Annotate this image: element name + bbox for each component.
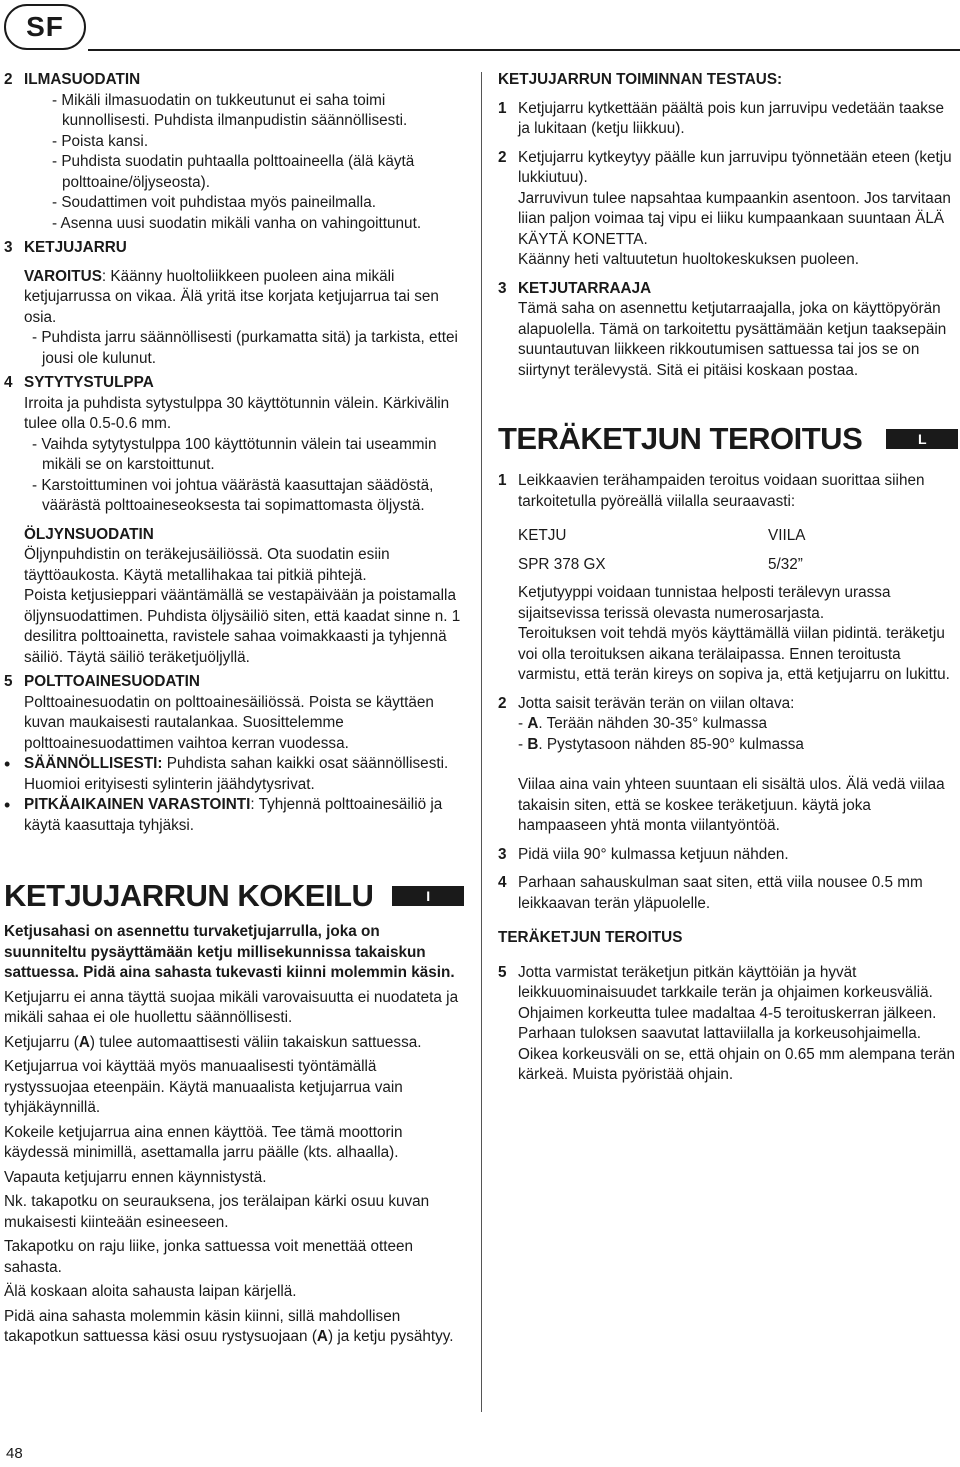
page-number: 48	[6, 1445, 23, 1462]
text-line: - Karstoittuminen voi johtua väärästä kaasuttajan säädöstä, väärästä polttoaineseoksesta tai sopimattomasta öljystä.	[32, 476, 434, 514]
list-item	[498, 873, 958, 914]
header-rule	[88, 49, 960, 51]
text-line: Poista ketjusieppari vääntämällä se vestapäivään ja poistamalla öljynsuodattimen. Puhdista öljysäiliö siten, että kaadat sinne n. 1 desilitra polttoainetta, ravistele sahaa voimakkaasti ja tyhjennä säiliö. Täytä säiliö teräketjuöljyllä.	[24, 587, 461, 666]
section-tag: L	[886, 429, 958, 449]
item-text: Käänny heti valtuutetun huoltokeskuksen puoleen.	[518, 251, 860, 268]
item-text: Parhaan sahauskulman saat siten, että viila nousee 0.5 mm leikkaavan terän yläpuolelle.	[518, 874, 923, 912]
warning-text: : Käänny huoltoliikkeen puoleen aina mikäli ketjujarrussa on vikaa. Älä yritä itse korjata ketjujarrua tai sen osia.	[24, 267, 439, 326]
paragraph: Ketjujarrua voi käyttää myös manuaalisesti työntämällä rystyssuojaa eteenpäin. Käytä manuaalista ketjujarrua vain tyhjäkäynnillä.	[4, 1058, 403, 1116]
text-part: -	[518, 735, 528, 753]
item-number: 4	[498, 874, 507, 891]
item-title: KETJUTARRAAJA	[518, 279, 652, 297]
text-line: - Soudattimen voit puhdistaa myös paineilmalla.	[52, 194, 376, 211]
paragraph	[4, 1307, 464, 1348]
right-column	[498, 70, 958, 1086]
section-title: SYTYTYSTULPPA	[24, 374, 154, 391]
item-text: Pidä viila 90° kulmassa ketjuun nähden.	[518, 845, 789, 863]
paragraph: Ketjutyyppi voidaan tunnistaa helposti terälevyn urassa sijaitsevissa terissä olevasta numerosarjasta.	[518, 584, 891, 622]
item-number: 1	[498, 472, 507, 489]
bullet-label: PITKÄAIKAINEN VARASTOINTI	[24, 796, 251, 813]
bullet-icon: •	[4, 795, 11, 815]
warning-label: VAROITUS	[24, 267, 102, 285]
section-title: POLTTOAINESUODATIN	[24, 673, 200, 690]
item-text: Leikkaavien terähampaiden teroitus voidaan suorittaa siihen tarkoitetulla pyöreällä viilalla seuraavasti:	[518, 472, 925, 510]
table-cell: SPR 378 GX	[518, 555, 606, 573]
list-item	[498, 694, 958, 756]
paragraph: Nk. takapotku on seurauksena, jos terälaipan kärki osuu kuvan mukaisesti kiinteään esineeseen.	[4, 1193, 430, 1231]
text-part: . Terään nähden 30-35° kulmassa	[538, 715, 768, 732]
paragraph	[4, 1033, 464, 1054]
section-title: ÖLJYNSUODATIN	[24, 525, 154, 543]
text-part: Ketjujarru (	[4, 1033, 79, 1051]
section-spark-plug	[4, 373, 464, 394]
part-label: A	[78, 1033, 90, 1051]
item-text: Tämä saha on asennettu ketjutarraajalla, joka on käyttöpyörän alapuolella. Tämä on tarkoitettu pysättämään ketjun taaksepäin suuntautuvan liikkeen rikkoutumisen sattuessa tai jos se on siirtynyt terälevystä. Sitä ei pitäisi koskaan postaa.	[518, 300, 947, 379]
section-fuel-filter	[4, 672, 464, 754]
table-header-row	[498, 526, 958, 547]
bullet-text	[24, 795, 464, 836]
section-title: KETJUJARRU	[24, 239, 127, 256]
text-line: - Puhdista suodatin puhtaalla polttoaineella (älä käytä polttoaine/öljyseosta).	[52, 153, 415, 191]
text-line: Öljynpuhdistin on teräkejusäiliössä. Ota suodatin esiin täyttöaukosta. Käytä metallihakaa tai pitkiä pihtejä.	[24, 546, 390, 584]
item-text: Jotta varmistat teräketjun pitkän käyttöiän ja hyvät leikkuuominaisuudet tarkkaile terän ja ohjaimen korkeusväliä.	[518, 963, 933, 1001]
section-title: TERÄKETJUN TEROITUS	[498, 929, 683, 946]
item-number: 1	[498, 99, 507, 117]
bullet-item	[4, 795, 464, 836]
item-text	[518, 714, 958, 735]
text-part: -	[518, 715, 528, 732]
section-title: KETJUJARRUN TOIMINNAN TESTAUS:	[498, 71, 783, 88]
text-line: - Puhdista jarru säännöllisesti (purkamatta sitä) ja tarkista, ettei jousi ole kulunut.	[32, 329, 458, 367]
section-number: 3	[4, 239, 13, 256]
part-label: A	[316, 1328, 328, 1345]
text-part: ) ja ketju pysähtyy.	[327, 1328, 454, 1345]
item-number: 5	[498, 963, 507, 981]
warning-paragraph	[4, 267, 464, 329]
item-number: 2	[498, 148, 507, 166]
item-text: Jarruvivun tulee napsahtaa kumpaankin asentoon. Jos tarvitaan liian paljon voimaa taj vipu ei liiku kumpaankaan suuntaan ÄLÄ KÄYTÄ KONETTA.	[518, 189, 951, 248]
intro-paragraph: Ketjusahasi on asennettu turvaketjujarrulla, joka on suunniteltu pysäyttämään ketju millisekunnissa takaiskun sattuessa. Pidä aina sahasta tukevasti kiinni molemmin käsin.	[4, 923, 455, 981]
heading-text: KETJUJARRUN KOKEILU	[4, 878, 374, 913]
paragraph: Vapauta ketjujarru ennen käynnistystä.	[4, 1168, 267, 1186]
item-number: 3	[498, 279, 507, 297]
heading-sharpening	[498, 421, 958, 457]
table-cell: KETJU	[518, 527, 567, 544]
table-cell: 5/32”	[768, 555, 803, 573]
left-column	[4, 70, 464, 1348]
section-tag: I	[392, 886, 464, 906]
text-line: Irroita ja puhdista sytystulppa 30 käyttötunnin välein. Kärkivälin tulee olla 0.5-0.6 mm.	[24, 394, 450, 432]
list-item	[498, 148, 958, 271]
item-number: 2	[498, 694, 507, 712]
bullet-icon: •	[4, 754, 11, 774]
section-chain-brake	[4, 238, 464, 259]
bullet-label: SÄÄNNÖLLISESTI:	[24, 755, 163, 772]
text-part: ) tulee automaattisesti väliin takaiskun sattuessa.	[89, 1033, 422, 1051]
paragraph: Teroituksen voit tehdä myös käyttämällä viilan pidintä. teräketju voi olla teroituksen aikana terälaipassa. Ennen teroitusta varmistu, että terän kireys on sopiva ja, että ketjujarru on lukittu.	[518, 625, 950, 683]
section-number: 4	[4, 374, 13, 391]
angle-label: B	[527, 735, 539, 753]
paragraph: Älä koskaan aloita sahausta laipan kärjellä.	[4, 1283, 297, 1300]
angle-label: A	[527, 715, 539, 732]
item-number: 3	[498, 845, 507, 863]
item-text	[518, 735, 958, 756]
text-line: - Vaihda sytytystulppa 100 käyttötunnin välein tai useammin mikäli se on karstoittunut.	[32, 435, 437, 473]
section-number: 2	[4, 71, 13, 88]
item-text: Ketjujarru kytkettään päältä pois kun jarruvipu vedetään taakse ja lukitaan (ketju liikkuu).	[518, 99, 945, 137]
item-text: Ketjujarru kytkeytyy päälle kun jarruvipu työnnetään eteen (ketju lukkiutuu).	[518, 148, 952, 186]
heading-text: TERÄKETJUN TEROITUS	[498, 421, 863, 456]
section-number: 5	[4, 673, 13, 690]
item-text: Jotta saisit terävän terän on viilan oltava:	[518, 694, 795, 712]
bullet-text	[24, 754, 464, 795]
column-divider	[481, 72, 482, 1412]
item-text: Ohjaimen korkeutta tulee madaltaa 4-5 teroituskerran jälkeen. Parhaan tuloksen saavutat lattaviilalla ja korkeusohjaimella.	[518, 1004, 937, 1042]
text-line: - Asenna uusi suodatin mikäli vanha on vahingoittunut.	[52, 214, 422, 232]
paragraph: Kokeile ketjujarrua aina ennen käyttöä. Tee tämä moottorin käydessä minimillä, asettamalla jarru päälle (kts. alhaalla).	[4, 1123, 403, 1161]
text-line: Polttoainesuodatin on polttoainesäiliössä. Poista se käyttäen kuvan maukaisesti rautalankaa. Suosittelemme polttoainesuodattimen vaihtoa kerran vuodessa.	[24, 693, 434, 752]
text-line: - Mikäli ilmasuodatin on tukkeutunut ei saha toimi kunnollisesti. Puhdista ilmanpudistin säännöllisesti.	[52, 91, 408, 129]
list-item	[498, 845, 958, 866]
list-item	[498, 99, 958, 140]
list-item	[498, 279, 958, 382]
heading-brake-test	[4, 878, 464, 914]
list-item	[498, 471, 958, 512]
section-title: ILMASUODATIN	[24, 71, 141, 88]
table-row	[498, 555, 958, 576]
bullet-body: Puhdista sahan kaikki osat säännöllisesti. Huomioi erityisesti sylinterin jäähdytysrivat.	[24, 755, 449, 793]
paragraph: Takapotku on raju liike, jonka sattuessa voit menettää otteen sahasta.	[4, 1238, 414, 1276]
section-air-filter	[4, 70, 464, 234]
list-item	[498, 963, 958, 1086]
bullet-body: : Tyhjennä polttoainesäiliö ja käytä kaasuttaja tyhjäksi.	[24, 796, 443, 834]
bullet-item	[4, 754, 464, 795]
text-part: . Pystytasoon nähden 85-90° kulmassa	[538, 735, 804, 753]
paragraph: Ketjujarru ei anna täyttä suojaa mikäli varovaisuutta ei nuodateta ja mikäli sahaa ei ole huollettu säännöllisesti.	[4, 988, 459, 1026]
table-cell: VIILA	[768, 527, 806, 544]
item-text: Oikea korkeusväli on se, että ohjain on 0.65 mm alempana terän kärkeä. Muista pyöristää ohjain.	[518, 1045, 956, 1083]
text-line: - Poista kansi.	[52, 132, 149, 150]
paragraph: Viilaa aina vain yhteen suuntaan eli sisältä ulos. Älä vedä viilaa takaisin siten, että se koskee teräketjuun. käytä joka hampaaseen yhtä monta viilantyöntöä.	[518, 776, 945, 834]
text-part: Pidä aina sahasta molemmin käsin kiinni, sillä mahdollisen takapotkun sattuessa käsi osuu rystysuojaan (	[4, 1307, 401, 1345]
language-badge: SF	[4, 4, 86, 50]
